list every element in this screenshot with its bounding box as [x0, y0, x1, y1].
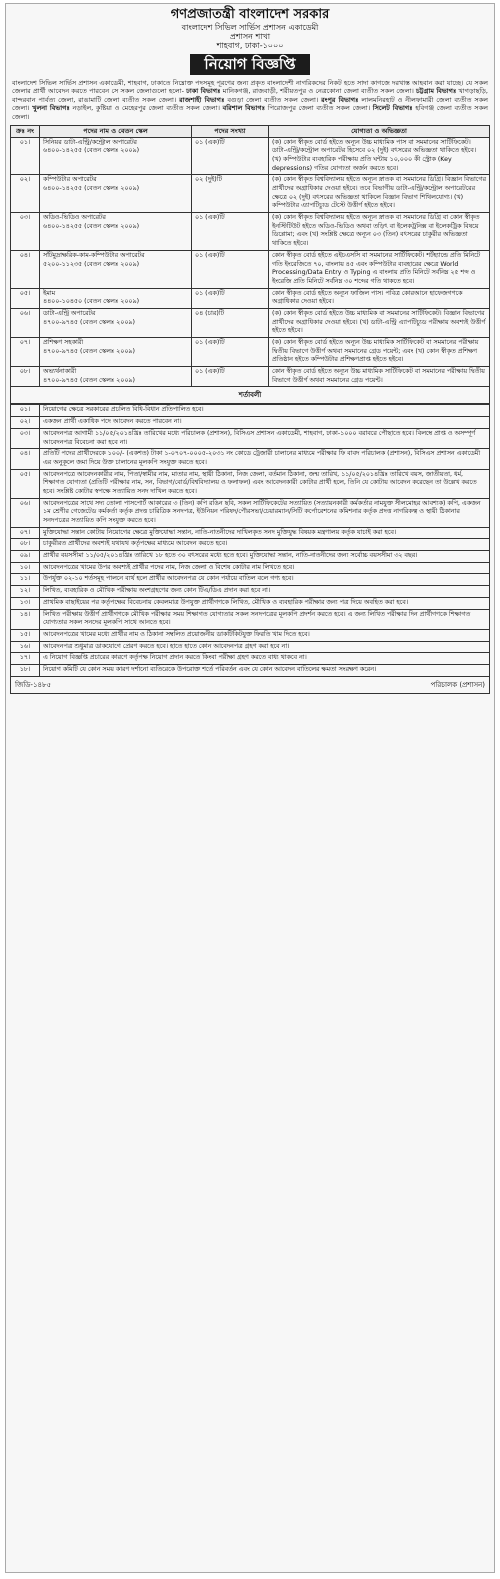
condition-text: প্রতিটি পদের প্রার্থীদেরকে ১০০/- (একশত) টাকা ১-০৭০৭-০০০৫-২০৩১ নং কোডে ট্রেজারী চালানের মাধ্যমে পরীক্ষার ফি বাবদ পরিচালক (প্রশাসন), বিসিএস প্রশাসন একাডেমী এর অনুকূলে জমা দিয়ে উক্ত চালানের মূলকপি সংযুক্ত করতে হবে।	[40, 449, 490, 469]
post-serial: ০৬।	[11, 308, 40, 337]
division-bari-text: পিরোজপুর জেলা ব্যতীত সকল জেলা।	[267, 104, 371, 113]
branch-name: প্রশাসন শাখা	[229, 32, 271, 42]
condition-number: ১৭।	[11, 653, 40, 665]
conditions-body	[11, 405, 490, 676]
notice-title: নিয়োগ বিজ্ঞপ্তি	[190, 54, 309, 75]
condition-number: ১৬।	[11, 641, 40, 653]
division-rang-text: লালমনিরহাট ও নীলফামারী জেলা ব্যতীত সকল জেলা।	[12, 95, 489, 113]
condition-text: লিখিত পরীক্ষায় উত্তীর্ণ প্রার্থীগণকে মৌখিক পরীক্ষার সময় শিক্ষাগত যোগ্যতার সকল সনদপত্রের মূলকপি প্রদর্শন করতে হবে। এ জন্য লিখিত পরীক্ষার দিন প্রার্থীগণকে শিক্ষাগত যোগ্যতার সকল সনদের মূলকপি সাথে আনতে হবে।	[40, 609, 490, 629]
condition-number: ০৪।	[11, 449, 40, 469]
condition-text: চাকুরীরত প্রার্থীদের অবশ্যই যথাযথ কর্তৃপক্ষের মাধ্যমে আবেদন করতে হবে।	[40, 539, 490, 551]
post-serial: ০৩।	[11, 213, 40, 251]
post-count: ০১ (এক)টি	[192, 338, 269, 367]
condition-row	[11, 597, 490, 609]
address: শাহবাগ, ঢাকা-১০০০	[216, 41, 284, 51]
division-raj-label: রাজশাহী বিভাগঃ	[179, 95, 225, 104]
condition-text: লিখিত, ব্যবহারিক ও মৌখিক পরীক্ষায় অংশগ্রহণের জন্য কোন টিএ/ডিএ প্রদান করা হবে না।	[40, 586, 490, 598]
post-count: ০১ (এক)টি	[192, 367, 269, 387]
post-name: কম্পিউটার অপারেটর	[43, 176, 97, 184]
condition-row	[11, 527, 490, 539]
condition-row	[11, 664, 490, 676]
division-syl-label: সিলেট বিভাগঃ	[372, 104, 413, 113]
condition-row	[11, 629, 490, 641]
condition-row	[11, 405, 490, 417]
condition-text: এ নিয়োগ বিজ্ঞপ্তি প্রচারের কারণে কর্তৃপক্ষ নিয়োগ প্রদান করতে কিংবা পরীক্ষা গ্রহণ করতে বাধ্য থাকবে না।	[40, 653, 490, 665]
condition-text: নিয়োগ কমিটি যে কোন সময় কারণ দর্শানো ব্যতিরেকে উপরোক্ত শর্তে পরিবর্তন এবং যে কোন আবেদন বাতিলের ক্ষমতা সংরক্ষণ করেন।	[40, 664, 490, 676]
condition-row	[11, 539, 490, 551]
condition-row	[11, 562, 490, 574]
post-serial: ০১।	[11, 137, 40, 175]
post-row	[11, 213, 490, 251]
post-name: প্রশিক্ষণ সহকারী	[43, 339, 84, 347]
condition-number: ০৫।	[11, 469, 40, 498]
post-qualification: কোন স্বীকৃত বোর্ড হইতে অন্যূন উচ্চ মাধ্যমিক সার্টিফিকেট বা সমমানের পরীক্ষায় দ্বিতীয় বিভাগে উত্তীর্ণ অথবা সমমানের গ্রেড পয়েন্ট।	[269, 367, 490, 387]
post-name: ইমাম	[43, 289, 56, 297]
post-name-cell	[40, 338, 192, 367]
condition-number: ১৫।	[11, 629, 40, 641]
post-qualification: কোন স্বীকৃত বোর্ড হইতে এইচএসসি বা সমমানের সার্টিফিকেট। শর্টহ্যান্ডে প্রতি মিনিটে গতি ইংরেজিতে ৭০, বাংলায় ৪৫ এবং কম্পিউটার ব্যবহারের ক্ষেত্রে World Processing/Data Entry ও Typing এ বাংলায় প্রতি মিনিটে সর্বনিম্ন ২৫ শব্দ ও ইংরেজি প্রতি মিনিটে সর্বনিম্ন ৩০ শব্দের গতি থাকতে হবে।	[269, 250, 490, 288]
condition-number: ১৪।	[11, 609, 40, 629]
conditions-title: শর্তাবলী	[10, 387, 490, 404]
posts-table-header	[11, 125, 490, 137]
post-name-cell	[40, 175, 192, 213]
division-ctg-text: খাগড়াছড়ি, বান্দরবান পার্বত্য জেলা, রাঙামাটি জেলা ব্যতীত সকল জেলা।	[12, 87, 488, 104]
post-count: ০৪ (চার)টি	[192, 308, 269, 337]
post-row	[11, 288, 490, 308]
pay-scale: ৬৪০০-১৪২৫৫ (বেতন স্কেলঃ ২০০৯)	[43, 185, 140, 193]
condition-number: ১১।	[11, 574, 40, 586]
post-count: ০১ (এক)টি	[192, 250, 269, 288]
condition-number: ০৯।	[11, 551, 40, 563]
post-name: অডিও-ভিডিও অপারেটর	[43, 214, 106, 222]
condition-number: ০২।	[11, 417, 40, 429]
post-name: অভ্যর্থনাকারী	[43, 368, 77, 376]
gd-code: জিডি-১৪৮৫	[15, 680, 52, 689]
posts-table-body	[11, 137, 490, 387]
col-count: পদের সংখ্যা	[192, 125, 269, 137]
condition-row	[11, 428, 490, 448]
condition-row	[11, 551, 490, 563]
post-row	[11, 250, 490, 288]
condition-number: ০৬।	[11, 498, 40, 527]
condition-number: ১২।	[11, 586, 40, 598]
condition-number: ০৭।	[11, 527, 40, 539]
pay-scale: ৪৭০০-৯৭৪৫ (বেতন স্কেলঃ ২০০৯)	[43, 347, 135, 355]
post-name-cell	[40, 137, 192, 175]
post-qualification: (ক) কোন স্বীকৃত বিশ্ববিদ্যালয় হইতে অন্যূন স্নাতক বা সমমানের ডিগ্রি বা কোন স্বীকৃত ইনস্টিটিউট হইতে অডিও-ভিডিও অথবা তড়িৎ বা ইলেকট্রনিক্স বা ইলেকট্রিক বিষয়ে ডিপ্লোমা; এবং (খ) সংশ্লিষ্ট ক্ষেত্রে অন্যূন ০৩ (তিন) বৎসরের চাকুরীর অভিজ্ঞতা থাকিতে হইবে।	[269, 213, 490, 251]
division-bari-label: বরিশাল বিভাগঃ	[222, 104, 266, 113]
condition-number: ১০।	[11, 562, 40, 574]
condition-number: ১৩।	[11, 597, 40, 609]
condition-text: উপর্যুক্ত ০২-১০ শর্তসমূহ পালনে ব্যর্থ হলে প্রার্থীর আবেদনপত্র যে কোন পর্যায়ে বাতিল বলে গণ্য হবে।	[40, 574, 490, 586]
pay-scale: ৪৭০০-৯৭৪৫ (বেতন স্কেলঃ ২০০৯)	[43, 318, 135, 326]
condition-number: ০৮।	[11, 539, 40, 551]
post-name-cell	[40, 288, 192, 308]
condition-text: প্রাথমিক বাছাইয়ের পর কর্তৃপক্ষের বিবেচনায় কেবলমাত্র উপযুক্ত প্রার্থীগণকে লিখিত, মৌখিক ও ব্যবহারিক পরীক্ষার জন্য পত্র দিয়ে অবহিত করা হবে।	[40, 597, 490, 609]
division-syl-text: হবিগঞ্জ জেলা ব্যতীত সকল জেলা।	[12, 104, 488, 122]
header	[10, 8, 490, 79]
post-name-cell	[40, 308, 192, 337]
post-serial: ০২।	[11, 175, 40, 213]
post-row	[11, 308, 490, 337]
post-name: সাঁটমুদ্রাক্ষরিক-কাম-কম্পিউটার অপারেটর	[43, 251, 145, 259]
condition-text: আবেদনপত্র আগামী ১১/০৫/২০১৪খ্রিঃ তারিখের মধ্যে পরিচালক (প্রশাসন), বিসিএস প্রশাসন একাডেমী, শাহবাগ, ঢাকা-১০০০ বরাবরে পৌছাতে হবে। বিলম্বে প্রাপ্ত ও অসম্পূর্ণ আবেদনপত্র বিবেচনা করা হবে না।	[40, 428, 490, 448]
division-ctg-label: চট্টগ্রাম বিভাগঃ	[416, 87, 457, 96]
post-row	[11, 367, 490, 387]
post-qualification: (ক) কোন স্বীকৃত বোর্ড হইতে অন্যূন উচ্চ মাধ্যমিক পাস বা সমমানের সার্টিফিকেট। ডাটা-এন্ট্রি/কন্ট্রোল অপারেটর হিসেবে ০২ (দুই) বৎসরের অভিজ্ঞতা থাকিতে হইবে। (খ) কম্পিউটার ব্যবহারিক পরীক্ষায় প্রতি ঘন্টায় ১০,০০০ কী স্ট্রোক (Key depressions) গতির যোগ্যতা অর্জন করতে হবে।	[269, 137, 490, 175]
pay-scale: ৬৪০০-১৪২৫৫ (বেতন স্কেলঃ ২০০৯)	[43, 147, 140, 155]
post-name-cell	[40, 367, 192, 387]
intro-paragraph	[12, 79, 488, 122]
post-count: ০১ (এক)টি	[192, 137, 269, 175]
pay-scale: ৬৪০০-১৪২৫৫ (বেতন স্কেলঃ ২০০৯)	[43, 222, 140, 230]
condition-text: প্রার্থীর বয়সসীমা ১১/০৫/২০১৪খ্রিঃ তারিখে ১৮ হতে ৩০ বৎসরের মধ্যে হতে হবে। মুক্তিযোদ্ধা সন্তান, নাতি-নাতনীদের জন্য সর্বোচ্চ বয়সসীমা ৩২ বছর।	[40, 551, 490, 563]
government-name: গণপ্রজাতন্ত্রী বাংলাদেশ সরকার	[170, 7, 330, 22]
pay-scale: ৫২০০-১১২৩৫ (বেতন স্কেলঃ ২০০৯)	[43, 260, 140, 268]
division-khul-text: নড়াইল, কুষ্টিয়া ও মেহেরপুর জেলা ব্যতীত সকল জেলা।	[72, 104, 220, 113]
division-dhaka-text: মানিকগঞ্জ, রাজবাড়ী, শরীয়তপুর ও নেত্রকোনা জেলা ব্যতীত সকল জেলা।	[222, 87, 414, 96]
condition-row	[11, 449, 490, 469]
division-khul-label: খুলনা বিভাগঃ	[32, 104, 70, 113]
condition-row	[11, 653, 490, 665]
footer	[10, 677, 490, 694]
condition-number: ১৮।	[11, 664, 40, 676]
post-count: ০২ (দুই)টি	[192, 175, 269, 213]
post-serial: ০৭।	[11, 338, 40, 367]
division-dhaka-label: ঢাকা বিভাগঃ	[186, 87, 221, 96]
post-serial: ০৪।	[11, 250, 40, 288]
condition-text: আবেদনপত্রের খামের মধ্যে প্রার্থীর নাম ও ঠিকানা সম্বলিত প্রয়োজনীয় ডাকটিকিটযুক্ত ফিরতি খাম দিতে হবে।	[40, 629, 490, 641]
col-post: পদের নাম ও বেতন স্কেল	[40, 125, 192, 137]
condition-number: ০১।	[11, 405, 40, 417]
post-count: ০১ (এক)টি	[192, 213, 269, 251]
condition-number: ০৩।	[11, 428, 40, 448]
condition-row	[11, 498, 490, 527]
post-name: সিনিয়র ডাটা-এন্ট্রি/কন্ট্রোল অপারেটর	[43, 138, 137, 146]
pay-scale: ৪৪০০-১০৪৫০ (বেতন স্কেলঃ ২০০৯)	[43, 298, 140, 306]
condition-row	[11, 574, 490, 586]
condition-text: আবেদনপত্রের খামের উপর অবশ্যই প্রার্থীর পদের নাম, নিজ জেলা ও বিশেষ কোটার নাম লিখতে হবে।	[40, 562, 490, 574]
post-row	[11, 338, 490, 367]
post-qualification: কোন স্বীকৃত বোর্ড হইতে অন্যূন ফাজিল পাস। পবিত্র কোরআনে হাফেজগণকে অগ্রাধিকার দেওয়া হইবে।	[269, 288, 490, 308]
condition-text: নিয়োগের ক্ষেত্রে সরকারের প্রচলিত বিধি-বিধান প্রতিপালিত হবে।	[40, 405, 490, 417]
intro-text: বাংলাদেশ সিভিল সার্ভিস প্রশাসন একাডেমী, শাহবাগ, ঢাকাতে নিম্নোক্ত পদসমূহ পূরণের জন্য প্রকৃত বাংলাদেশী নাগরিকদের নিকট হতে সাদা কাগজে দরখাস্ত আহবান করা যাচ্ছে। যে সকল জেলার প্রার্থী আবেদন করতে পারবেন সে সকল জেলাগুলো হলো-	[12, 78, 488, 96]
condition-row	[11, 417, 490, 429]
post-qualification: (ক) কোন স্বীকৃত বোর্ড হইতে অন্যূন উচ্চ মাধ্যমিক সার্টিফিকেট বা সমমানের পরীক্ষায় দ্বিতীয় বিভাগে উত্তীর্ণ অথবা সমমানের গ্রেড পয়েন্ট; এবং (খ) কোন স্বীকৃত প্রশিক্ষণ প্রতিষ্ঠান হইতে কম্পিউটার প্রশিক্ষণপ্রাপ্ত হইতে হইবে।	[269, 338, 490, 367]
post-serial: ০৮।	[11, 367, 40, 387]
condition-row	[11, 586, 490, 598]
academy-name: বাংলাদেশ সিভিল সার্ভিস প্রশাসন একাডেমী	[181, 22, 319, 32]
condition-text: আবেদনপত্রে আবেদনকারীর নাম, পিতা/স্বামীর নাম, মাতার নাম, স্থায়ী ঠিকানা, নিজ জেলা, বর্তমান ঠিকানা, জন্ম তারিখ, ১১/০৫/২০১৪খ্রিঃ তারিখে বয়স, জাতীয়তা, ধর্ম, শিক্ষাগত যোগ্যতা (প্রতিটি পরীক্ষার নাম, সন, বিভাগ/বোর্ড/বিশ্ববিদ্যালয় ও ফলাফল) এবং আবেদনকারী কোটার প্রার্থী হলে, তিনি যে কোটায় আবেদন করেছেন তা উল্লেখ করতে হবে। সংশ্লিষ্ট কোটার স্বপক্ষে সত্যায়িত সনদ দাখিল করতে হবে।	[40, 469, 490, 498]
condition-text: মুক্তিযোদ্ধা সন্তান কোটায় নিয়োগের ক্ষেত্রে মুক্তিযোদ্ধা সন্তান, নাতি-নাতনীদের দাখিলকৃত সনদ মুক্তিযুদ্ধ বিষয়ক মন্ত্রণালয় কর্তৃক যাচাই করা হবে।	[40, 527, 490, 539]
division-raj-text: বগুড়া জেলা ব্যতীত সকল জেলা।	[227, 95, 319, 104]
post-name: ডাটা-এন্ট্রি অপারেটর	[43, 309, 96, 317]
condition-text: আবেদনপত্র শুধুমাত্র ডাকযোগে প্রেরণ করতে হবে। হাতে হাতে কোন আবেদনপত্র গ্রহণ করা হবে না।	[40, 641, 490, 653]
condition-row	[11, 609, 490, 629]
col-qualification: যোগ্যতা ও অভিজ্ঞতা	[269, 125, 490, 137]
post-row	[11, 175, 490, 213]
condition-row	[11, 469, 490, 498]
post-count: ০১ (এক)টি	[192, 288, 269, 308]
pay-scale: ৪৭০০-৯৭৪৫ (বেতন স্কেলঃ ২০০৯)	[43, 376, 135, 384]
post-qualification: (ক) কোন স্বীকৃত বিশ্ববিদ্যালয় হইতে অন্যূন স্নাতক বা সমমানের ডিগ্রি। বিজ্ঞান বিভাগের প্রার্থীদের অগ্রাধিকার দেওয়া হইবে। তবে বিভাগীয় ডাটা-এন্ট্রি/কন্ট্রোল অপারেটরের ক্ষেত্রে ০২ (দুই) বৎসরের অভিজ্ঞতা থাকিলে বিজ্ঞান বিভাগ শিথিলযোগ্য। (খ) কম্পিউটার এ্যাপটিচ্যুড টেস্টে উত্তীর্ণ হইতে হইবে।	[269, 175, 490, 213]
post-name-cell	[40, 213, 192, 251]
job-circular-page	[5, 3, 495, 1573]
condition-text: একজন প্রার্থী একাধিক পদে আবেদন করতে পারবেন না।	[40, 417, 490, 429]
signatory: পরিচালক (প্রশাসন)	[430, 680, 485, 689]
col-serial: ক্রঃ নং	[11, 125, 40, 137]
condition-text: আবেদনপত্রের সাথে সদ্য তোলা পাসপোর্ট আকারের ৩ (তিন) কপি রঙিন ছবি, সকল সার্টিফিকেটের সত্যায়িত (সত্যায়নকারী কর্মকর্তার নামযুক্ত সীলমোহর আবশ্যক) কপি, একজন ১ম শ্রেণীর গেজেটেড কর্মকর্তা কর্তৃক প্রদত্ত চারিত্রিক সনদপত্র, ইউনিয়ন পরিষদ/পৌরসভা/চেয়ারম্যান/সিটি কর্পোরেশনের কমিশনার কর্তৃক প্রদত্ত নাগরিকত্ব ও স্থায়ী ঠিকানার সনদপত্রের সত্যায়িত কপি সংযুক্ত করতে হবে।	[40, 498, 490, 527]
posts-table	[10, 125, 490, 388]
post-serial: ০৫।	[11, 288, 40, 308]
condition-row	[11, 641, 490, 653]
post-name-cell	[40, 250, 192, 288]
division-rang-label: রংপুর বিভাগঃ	[321, 95, 359, 104]
post-qualification: (ক) কোন স্বীকৃত বোর্ড হইতে উচ্চ মাধ্যমিক বা সমমানের সার্টিফিকেট। বিজ্ঞান বিভাগের প্রার্থীদের অগ্রাধিকার দেওয়া হইবে। (খ) ডাটা-এন্ট্রি এ্যাপটিচ্যুড পরীক্ষায় অবশ্যই উত্তীর্ণ হইতে হইবে।	[269, 308, 490, 337]
post-row	[11, 137, 490, 175]
conditions-table	[10, 404, 490, 676]
